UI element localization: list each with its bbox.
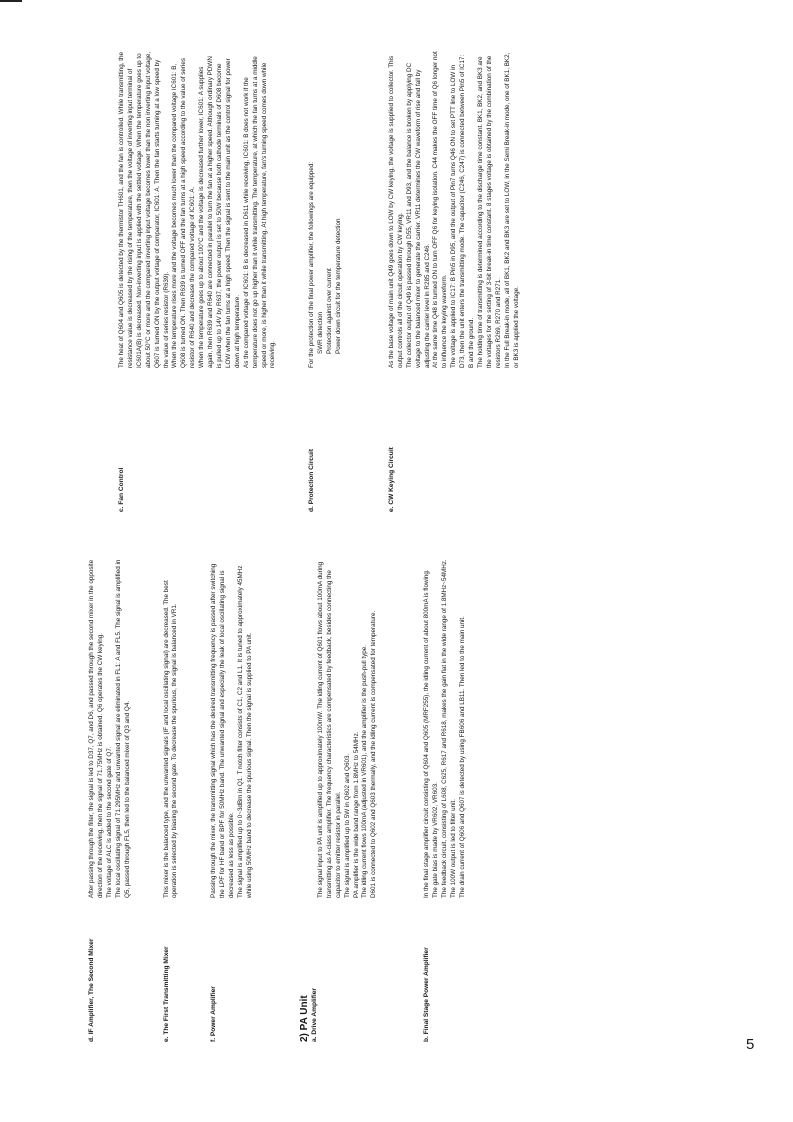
body-if-amplifier bbox=[88, 558, 133, 898]
section-final-amplifier bbox=[423, 542, 468, 1042]
section-title-pa-unit: 2) PA Unit bbox=[298, 995, 310, 1042]
paragraph: This mixer is the balanced type, and the unwanted signals (IF and local oscillating signal) are decreased. The best operation is selected by biasing the second gate. To decrease the spurious, the signal is balanced in VR1. bbox=[162, 580, 179, 898]
paragraph: For the protection of the final power amplifier, the followings are equipped: bbox=[308, 161, 316, 368]
paragraph: D601 is connected to Q602 and Q603 thermally, and the idling current is compensated for temperature. bbox=[370, 610, 378, 898]
section-protection-circuit bbox=[308, 34, 344, 512]
paragraph: The signal is amplified up to 0~3dBm in Q1. T notch filter consists of C1, C2 and L1. It is tuned to approximately 45MHz while using 50MHz band to decrease the spurious signal. Then the signal is supplied to PA unit. bbox=[237, 565, 253, 898]
protection-list bbox=[317, 50, 344, 368]
paragraph: The holding time of transmitting is determined according to the discharge time constant. BK1, BK2, and BK3 are the voltages for the setting of 3-bit break-in time constant. 8 stages voltage is obtained by the combination of the resistors R269, R270 and R271. bbox=[477, 55, 502, 368]
paragraph: In the Full Break-in mode, all of BK1, BK2 and BK3 are set to LOW, in the Semi Break-in mode, one of BK1, BK2, or BK3 is applied the voltage. bbox=[503, 52, 520, 368]
section-cw-keying bbox=[388, 34, 522, 512]
paragraph: The signal is amplified up to 5W in Q602 and Q603. bbox=[343, 753, 351, 898]
paragraph: The drain current of Q606 and Q607 is detected by using FB606 and LB11. Then led to the main unit. bbox=[458, 616, 466, 898]
paragraph: The collector output of Q49 is passed through D55, VR11 and D93, and the balance is broken by applying DC voltage to the balanced mixer to generate the carrier. VR11 determines the CW waveform of rise and fall by adjusting the carrier level in R285 and C246. bbox=[405, 62, 431, 368]
upper-column bbox=[118, 34, 522, 512]
paragraph: The voltage of ALC is added to the second gate of Q7. bbox=[105, 746, 113, 898]
page-number: 5 bbox=[746, 1036, 755, 1053]
paragraph: In the final stage amplifier circuit consisting of Q604 and Q605 (MRF255), the idling current of about 800mA is flowing. The gate bias is made by VR602, VR603. bbox=[423, 569, 440, 898]
paragraph: The heat of Q604 and Q605 is detected by the thermistor TH601, and the fan is controlled. While transmitting, the resistance value is decreased by the rising of the temperature, then the voltage of inverting input terminal of IC601A(B) is decreased. Non-inverting input is applied with the settled voltage. When the temperature goes up to about 50°C or more and the compared inverting input voltage becomes lower than the non inverting input voltage, Q607 is turned ON by the output voltage of comparator, IC601: A. Then the fan starts turning at a low speed by the value of series resistor (R639). bbox=[118, 51, 170, 368]
heading-first-mixer: e. The First Transmitting Mixer bbox=[162, 946, 170, 1042]
body-final-amplifier bbox=[423, 558, 468, 898]
section-fan-control bbox=[118, 34, 278, 512]
paragraph: At the same time Q48 is turned ON to turn OFF Q6 for keying isolation. C44 makes the OFF time of Q6 longer not to influence the keying waveform. bbox=[432, 51, 449, 368]
paragraph: The 100W output is led to filter unit. bbox=[449, 798, 457, 898]
list-item: Power down circuit for the temperature detection bbox=[335, 218, 343, 354]
body-fan-control bbox=[118, 50, 278, 368]
body-cw-keying bbox=[388, 50, 522, 368]
paragraph: PA amplifier is the wide band range from 1.8MHz to 54MHz. bbox=[352, 731, 360, 898]
list-item: Protection against over current bbox=[326, 268, 334, 354]
section-if-amplifier bbox=[88, 542, 133, 1042]
heading-fan-control: c. Fan Control bbox=[118, 467, 125, 512]
paragraph: The local oscillating signal of 71.295MHz and unwanted signal are eliminated in FL1: A and FL5. The signal is amplified in Q5, passed through FL5, then led to the balanced mixer of Q3 and Q4. bbox=[114, 559, 131, 898]
heading-cw-keying: e. CW Keying Circuit bbox=[387, 447, 395, 512]
section-power-amplifier bbox=[210, 542, 255, 1042]
lower-column bbox=[88, 542, 468, 1042]
paragraph: As the base voltage of main unit Q49 goes down to LOW by CW keying, the voltage is supplied to collector. This output controls all of the circuit operation by CW keying. bbox=[387, 55, 404, 368]
body-drive-amplifier bbox=[311, 558, 379, 898]
list-item: SWR detection bbox=[317, 312, 325, 354]
paragraph: When the temperature rises more and the voltage becomes much lower than the compared voltage IC601: B, Q608 is turned ON. Then R639 is turned OFF and the fan turns at a high speed according to the value of series resistor of R640 and decrease the compared voltage of IC601: A. bbox=[171, 57, 197, 368]
section-first-mixer bbox=[163, 542, 181, 1042]
paragraph: The voltage is applied to IC17: B Pin5 in D95, and the output of Pin7 turns Q46 ON to set PTT line to LOW in D73, then the unit enters the transmitting mode. The capacitor (C246, C247) is connected between Pin5 of IC17: B and the ground. bbox=[450, 54, 476, 368]
heading-drive-amplifier: a. Drive Amplifier bbox=[310, 988, 318, 1042]
paragraph: After passing through the filter, the signal is led to D37, Q7, and D6, and passed through the second mixer in the opposite direction of the receiving, then the signal of 71.75MHz is obtained. Q6 operates the CW keying. bbox=[88, 559, 104, 898]
body-power-amplifier bbox=[210, 558, 255, 898]
heading-final-amplifier: b. Final Stage Power Amplifier bbox=[423, 947, 431, 1042]
body-protection-circuit bbox=[308, 50, 344, 368]
heading-if-amplifier: d. IF Amplifier, The Second Mixer bbox=[88, 938, 95, 1042]
paragraph: The feedback circuit, consisting of L608, C625, R617 and R618, makes the gain flat in the wide range of 1.8MHz~54MHz. bbox=[441, 559, 449, 898]
heading-power-amplifier: f. Power Amplifier bbox=[210, 986, 218, 1042]
paragraph: The signal input to PA unit is amplified up to approximately 100mW. The idling current of Q601 flows about 100mA during transmitting as A-class amplifier. The frequency characteristics are compensated by feedback, besides connecting the capacitor to emitter resistor in parallel. bbox=[316, 561, 342, 898]
paragraph: When the temperature goes up to about 100°C and the voltage is decreased further lower, IC601: A supplies again, then R639 and R640 are connected in parallel to turn the fan at a higher speed. Although ordinary PDWN is pulled up to 14V by R637, the power output is set to 50W because both cathode terminals of D608 become LOW when the fan turns at a high speed. Then the signal is sent to the main unit as the control signal for power down at high temperature. bbox=[198, 56, 241, 368]
heading-protection-circuit: d. Protection Circuit bbox=[308, 448, 316, 512]
paragraph: The idling current flows 100mA (adjusted in VR601), and the amplifier is the push-pull type. bbox=[361, 644, 369, 898]
paragraph: As the compared voltage of IC601: B is decreased in D611 while receiving, IC601: B does not work if the temperature does not go up higher than it while transmitting. The temperature, at which the fan turns at a middle speed or more, is higher than it while transmitting. At high temperature, fan's turning speed comes down while receiving. bbox=[242, 56, 277, 368]
section-drive-amplifier bbox=[311, 542, 379, 1042]
body-first-mixer bbox=[163, 558, 181, 898]
paragraph: Passing through the mixer, the transmitting signal which has the desired transmitting frequency is passed after switching the LPF for HF band or BPF for 50MHz band. The unwanted signal and especially the leak of local oscillating signal is decreased as less as possible. bbox=[210, 563, 236, 898]
